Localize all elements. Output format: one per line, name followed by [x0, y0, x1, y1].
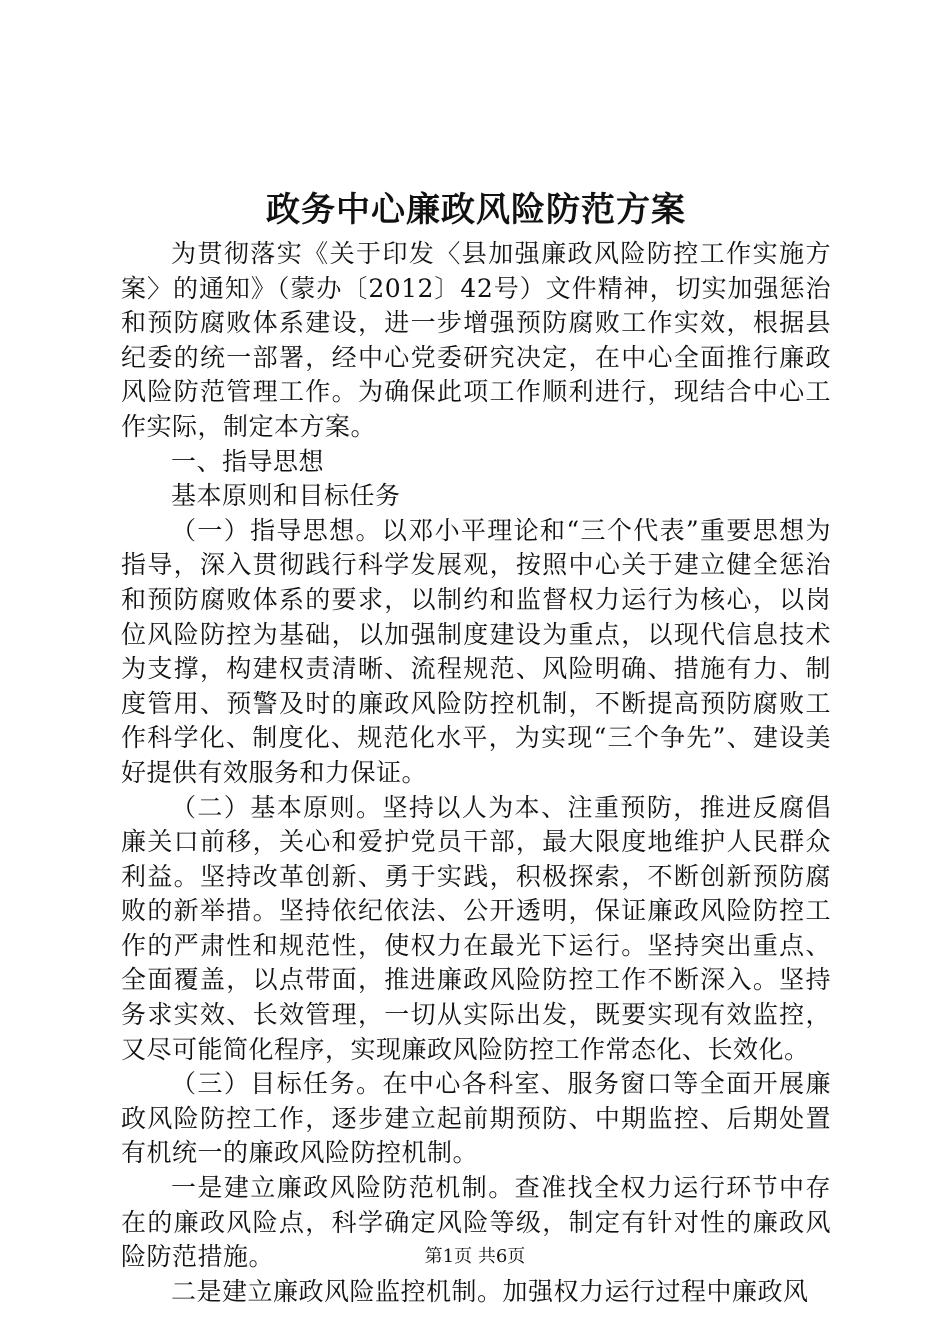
page-number-footer: 第1页 共6页: [424, 1246, 526, 1267]
paragraph-basic-principles: （二）基本原则。坚持以人为本、注重预防，推进反腐倡廉关口前移，关心和爱护党员干部，最大限度地维护人民群众利益。坚持改革创新、勇于实践，积极探索，不断创新预防腐败的新举措。坚持依纪依法、公开透明，保证廉政风险防控工作的严肃性和规范性，使权力在最光下运行。坚持突出重点、全面覆盖，以点带面，推进廉政风险防控工作不断深入。坚持务求实效、长效管理，一切从实际出发，既要实现有效监控，又尽可能简化程序，实现廉政风险防控工作常态化、长效化。: [121, 792, 831, 1064]
heading-principles-and-goals: 基本原则和目标任务: [171, 481, 401, 511]
document-body: [121, 237, 831, 1309]
paragraph-monitoring-mechanism: 二是建立廉政风险监控机制。加强权力运行过程中廉政风: [171, 1276, 809, 1306]
document-title: 政务中心廉政风险防范方案: [266, 190, 686, 230]
document-page: [121, 183, 831, 1309]
heading-guiding-ideology: 一、指导思想: [171, 446, 325, 476]
paragraph-prevention-mechanism: 一是建立廉政风险防范机制。查准找全权力运行环节中存在的廉政风险点，科学确定风险等级，制定有针对性的廉政风险防范措施。: [121, 1173, 831, 1272]
paragraph-goals-tasks: （三）目标任务。在中心各科室、服务窗口等全面开展廉政风险防控工作，逐步建立起前期预防、中期监控、后期处置有机统一的廉政风险防控机制。: [121, 1069, 831, 1168]
paragraph-intro: 为贯彻落实《关于印发〈县加强廉政风险防控工作实施方案〉的通知》（蒙办〔2012〕42号）文件精神，切实加强惩治和预防腐败体系建设，进一步增强预防腐败工作实效，根据县纪委的统一部署，经中心党委研究决定，在中心全面推行廉政风险防范管理工作。为确保此项工作顺利进行，现结合中心工作实际，制定本方案。: [121, 239, 831, 441]
paragraph-guiding-ideology: （一）指导思想。以邓小平理论和“三个代表”重要思想为指导，深入贯彻践行科学发展观，按照中心关于建立健全惩治和预防腐败体系的要求，以制约和监督权力运行为核心，以岗位风险防控为基础，以加强制度建设为重点，以现代信息技术为支撑，构建权责清晰、流程规范、风险明确、措施有力、制度管用、预警及时的廉政风险防控机制，不断提高预防腐败工作科学化、制度化、规范化水平，为实现“三个争先”、建设美好提供有效服务和力保证。: [121, 515, 831, 787]
